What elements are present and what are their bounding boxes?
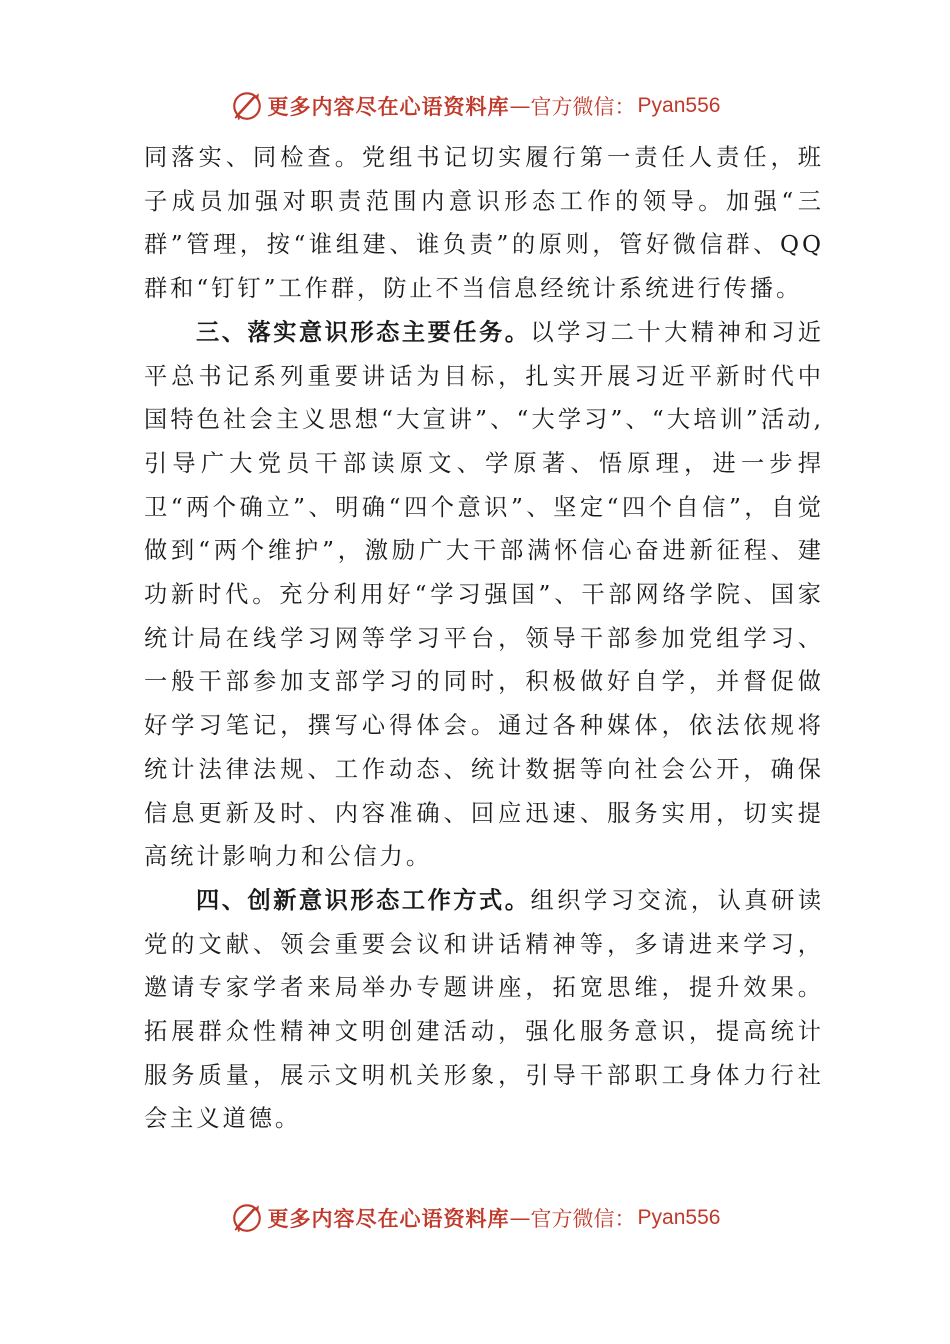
watermark-header: [0, 86, 950, 126]
paragraph-2: [144, 311, 824, 879]
watermark-footer: [0, 1198, 950, 1238]
paragraph-1-text: 同落实、同检查。党组书记切实履行第一责任人责任，班子成员加强对职责范围内意识形态工作的领导。加强“三群”管理，按“谁组建、谁负责”的原则，管好微信群、QQ群和“钉钉”工作群，防止不当信息经统计系统进行传播。: [144, 144, 824, 303]
pen-logo-icon: [230, 89, 264, 123]
watermark-separator: —: [509, 1206, 531, 1230]
watermark-brand: 更多内容尽在心语资料库: [267, 1206, 510, 1231]
watermark-brand: 更多内容尽在心语资料库: [267, 94, 510, 119]
watermark-label: 官方微信：: [530, 95, 636, 119]
paragraph-3-text: 组织学习交流，认真研读党的文献、领会重要会议和讲话精神等，多请进来学习，邀请专家学者来局举办专题讲座，拓宽思维，提升效果。拓展群众性精神文明创建活动，强化服务意识，提高统计服务质量，展示文明机关形象，引导干部职工身体力行社会主义道德。: [144, 886, 825, 1133]
section-heading-three: 三、落实意识形态主要任务。: [196, 318, 531, 346]
watermark-separator: —: [509, 94, 531, 118]
watermark-label: 官方微信：: [530, 1207, 636, 1231]
document-body: [144, 136, 824, 1141]
watermark-wechat-id: Pyan556: [637, 94, 721, 117]
section-heading-four: 四、创新意识形态工作方式。: [196, 886, 531, 914]
paragraph-1: [144, 136, 824, 311]
paragraph-2-text: 以学习二十大精神和习近平总书记系列重要讲话为目标，扎实开展习近平新时代中国特色社会主义思想“大宣讲”、“大学习”、“大培训”活动,引导广大党员干部读原文、学原著、悟原理，进一步捍卫“两个确立”、明确“四个意识”、坚定“四个自信”，自觉做到“两个维护”，激励广大干部满怀信心奋进新征程、建功新时代。充分利用好“学习强国”、干部网络学院、国家统计局在线学习网等学习平台，领导干部参加党组学习、一般干部参加支部学习的同时，积极做好自学，并督促做好学习笔记，撰写心得体会。通过各种媒体，依法依规将统计法律法规、工作动态、统计数据等向社会公开，确保信息更新及时、内容准确、回应迅速、服务实用，切实提高统计影响力和公信力。: [144, 318, 825, 871]
paragraph-3: [144, 879, 824, 1141]
pen-logo-icon: [230, 1201, 264, 1235]
watermark-wechat-id: Pyan556: [637, 1206, 721, 1229]
